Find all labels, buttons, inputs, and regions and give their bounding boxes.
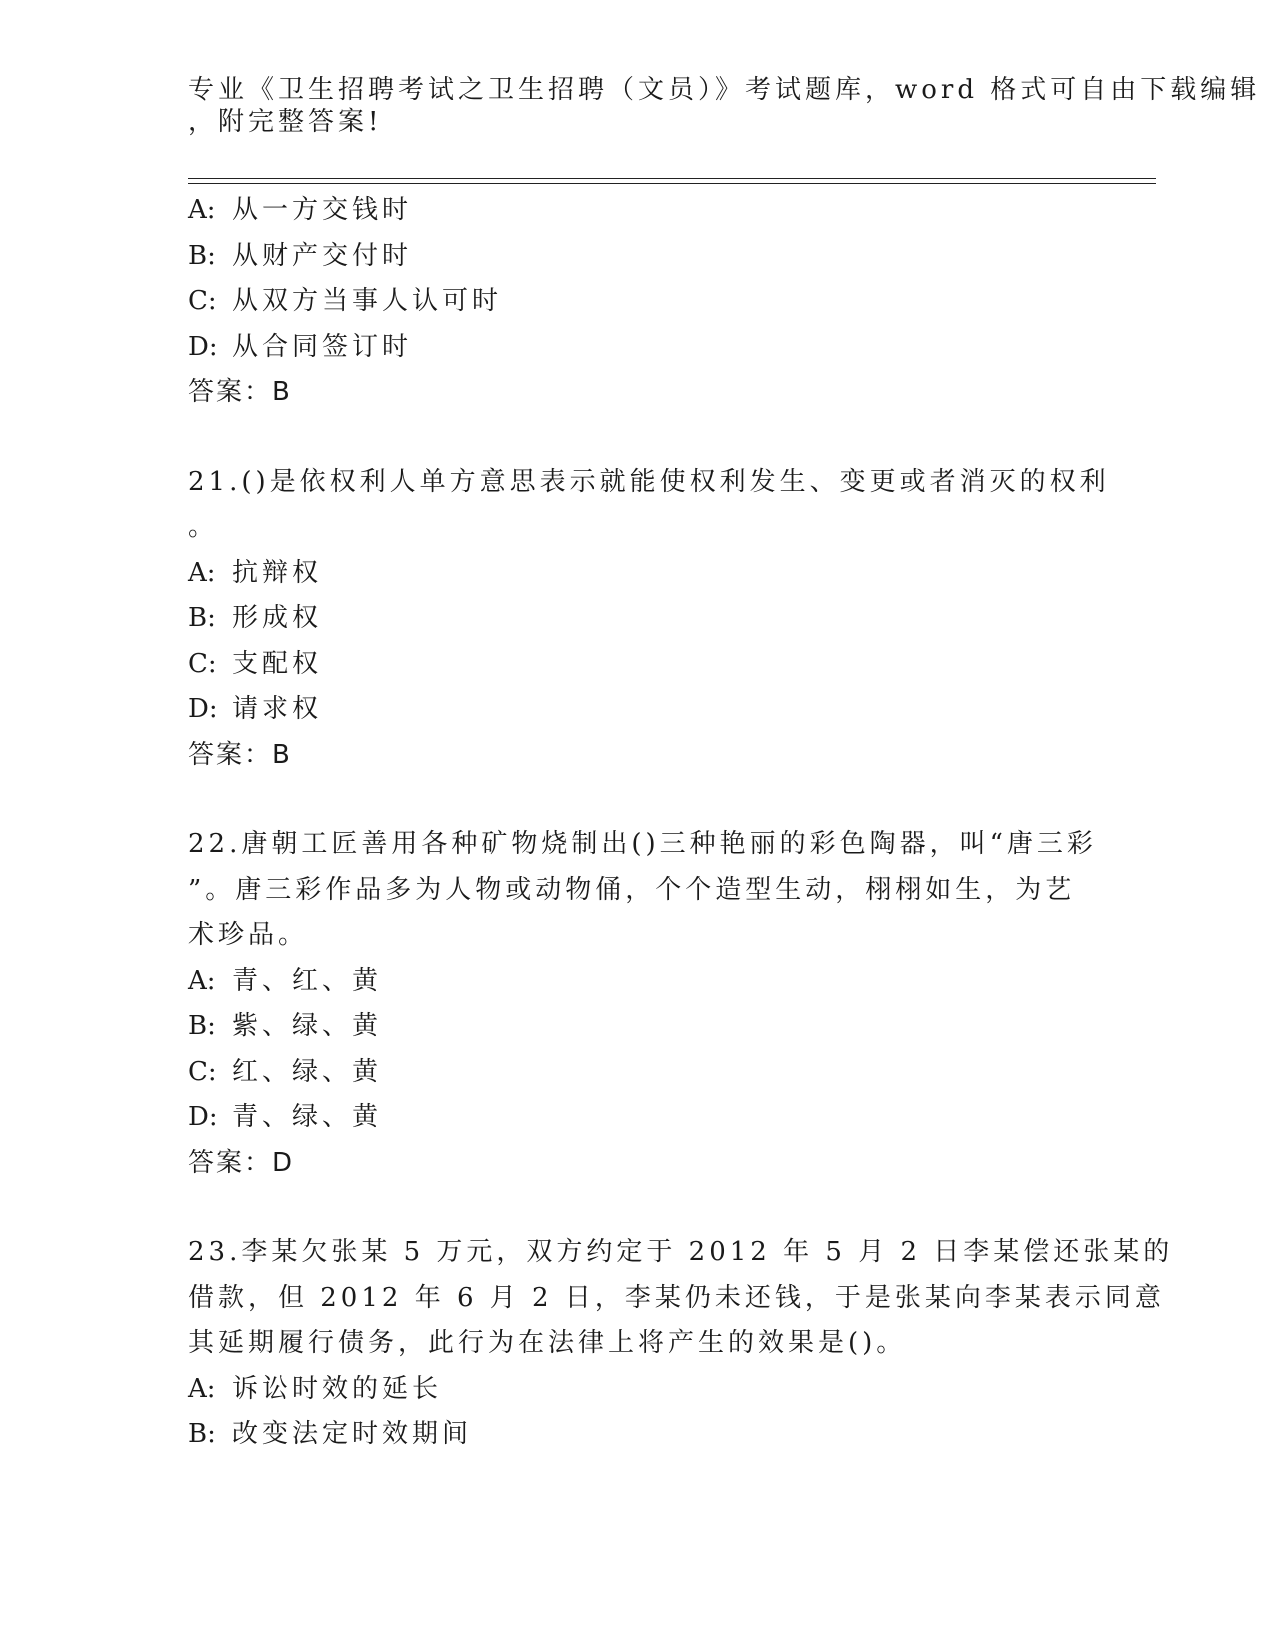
option-a [188, 551, 1088, 597]
option-label: B: [188, 1419, 216, 1449]
option-a [188, 1367, 1088, 1413]
header-divider-top [188, 178, 1156, 179]
answer-line: 答案：B [188, 377, 292, 407]
document-header [188, 74, 1261, 138]
option-label: A: [188, 965, 216, 996]
option-label: A: [188, 195, 216, 225]
header-line-2: ，附完整答案! [188, 107, 383, 137]
option-text: 请求权 [232, 694, 323, 724]
option-label: B: [188, 603, 216, 633]
question-text-line: 其延期履行债务，此行为在法律上将产生的效果是()。 [188, 1328, 907, 1358]
question-list [188, 188, 1174, 1458]
option-a [188, 959, 1088, 1005]
option-label: A: [188, 1373, 216, 1404]
question-20 [188, 188, 1088, 416]
option-text: 从双方当事人认可时 [232, 286, 503, 316]
question-text-line: 21.()是依权利人单方意思表示就能使权利发生、变更或者消灭的权利 [188, 466, 1110, 497]
option-text: 紫、绿、黄 [232, 1011, 383, 1041]
question-text-line: 23.李某欠张某 5 万元，双方约定于 2012 年 5 月 2 日李某偿还张某的 [188, 1237, 1174, 1267]
option-b [188, 596, 1088, 642]
option-b [188, 1412, 1088, 1458]
option-label: B: [188, 1011, 216, 1041]
question-text-line: 借款，但 2012 年 6 月 2 日，李某仍未还钱，于是张某向李某表示同意 [188, 1282, 1165, 1313]
spacer [188, 416, 1088, 460]
option-b [188, 1004, 1088, 1050]
option-text: 从财产交付时 [232, 240, 413, 271]
option-c [188, 279, 1088, 325]
option-label: B: [188, 240, 216, 271]
answer-line: 答案：D [188, 1147, 295, 1178]
option-c [188, 1050, 1088, 1096]
spacer [188, 1186, 1088, 1230]
option-text: 抗辩权 [232, 557, 323, 588]
option-c [188, 642, 1088, 688]
option-d [188, 687, 1088, 733]
option-text: 青、绿、黄 [232, 1102, 383, 1132]
option-label: A: [188, 557, 216, 588]
answer-line: 答案：B [188, 739, 292, 770]
header-line-1: 专业《卫生招聘考试之卫生招聘（文员）》考试题库，word 格式可自由下载编辑 [188, 75, 1261, 105]
question-23 [188, 1230, 1174, 1458]
spacer [188, 778, 1088, 822]
option-text: 青、红、黄 [232, 965, 383, 996]
question-21 [188, 460, 1110, 779]
option-label: C: [188, 1056, 217, 1087]
question-text-line: ”。唐三彩作品多为人物或动物俑，个个造型生动，栩栩如生，为艺 [188, 874, 1076, 905]
question-text-line: 术珍品。 [188, 920, 309, 950]
option-b [188, 234, 1088, 280]
option-text: 形成权 [232, 603, 323, 633]
option-text: 从一方交钱时 [232, 195, 413, 225]
option-a [188, 188, 1088, 234]
header-divider-bottom [188, 183, 1156, 184]
option-text: 诉讼时效的延长 [232, 1373, 443, 1404]
option-d [188, 1095, 1088, 1141]
option-d [188, 325, 1088, 371]
option-label: D: [188, 1102, 218, 1132]
question-22 [188, 822, 1097, 1186]
option-text: 红、绿、黄 [232, 1056, 383, 1087]
option-label: D: [188, 331, 218, 362]
question-text-line: 。 [188, 512, 219, 542]
option-label: D: [188, 694, 218, 724]
question-text-line: 22.唐朝工匠善用各种矿物烧制出()三种艳丽的彩色陶器，叫“唐三彩 [188, 829, 1097, 859]
option-text: 支配权 [232, 648, 323, 679]
option-text: 从合同签订时 [232, 331, 413, 362]
option-label: C: [188, 286, 217, 316]
option-text: 改变法定时效期间 [232, 1419, 473, 1449]
option-label: C: [188, 648, 217, 679]
